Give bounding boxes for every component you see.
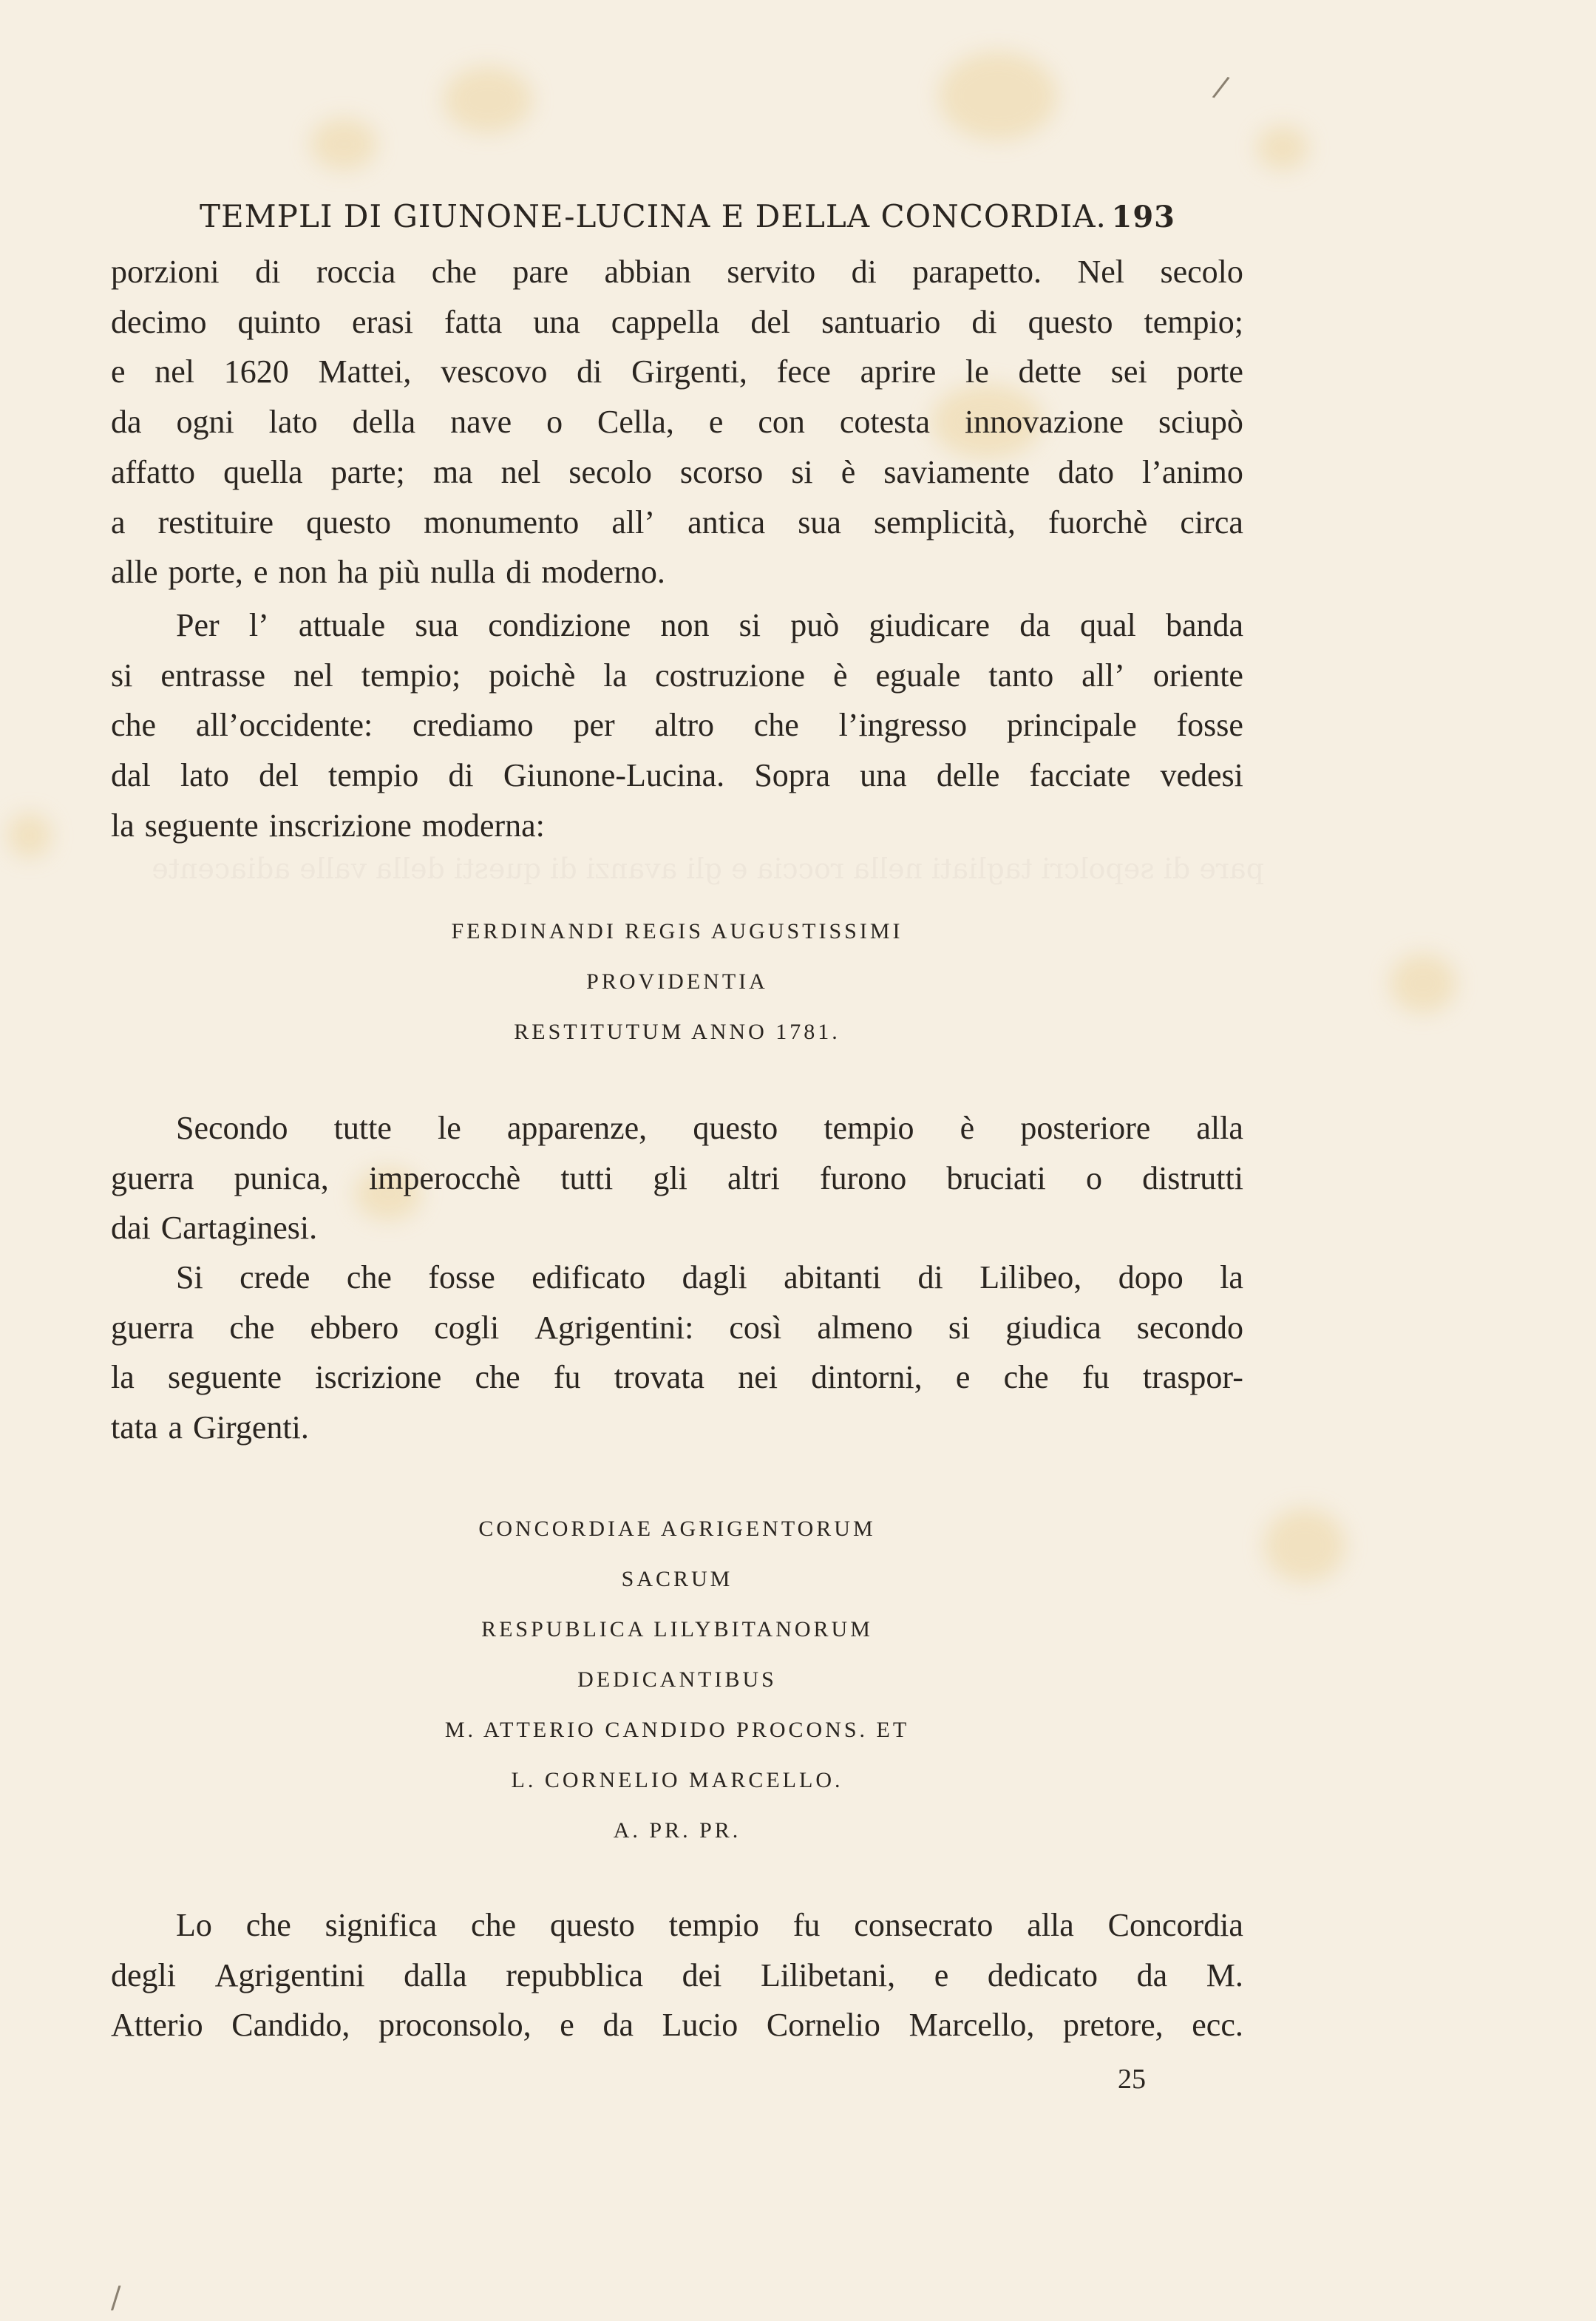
running-header [200,198,1175,234]
text-line: la seguente inscrizione moderna: [111,807,545,844]
paragraph-1 [111,247,1243,597]
text-line: tata a Girgenti. [111,1409,309,1446]
inscription-line: PROVIDENTIA [586,969,768,994]
paragraph-3 [111,1103,1243,1253]
text-line: la seguente iscrizione che fu trovata nei dintorni, e che fu traspor- [111,1359,1243,1396]
text-line: Secondo tutte le apparenze, questo tempio è posteriore alla [176,1110,1243,1146]
text-line: Atterio Candido, proconsolo, e da Lucio Cornelio Marcello, pretore, ecc. [111,2007,1243,2044]
inscription-line: RESTITUTUM ANNO 1781. [514,1020,841,1044]
paragraph-5 [111,1900,1243,2050]
inscription-line: DEDICANTIBUS [577,1667,777,1692]
inscription-line: L. CORNELIO MARCELLO. [511,1768,843,1792]
text-line: da ogni lato della nave o Cella, e con cotesta innovazione sciupò [111,404,1243,441]
header-title: TEMPLI DI GIUNONE-LUCINA E DELLA CONCORDIA. [200,198,1107,234]
paragraph-2 [111,600,1243,851]
pencil-mark: / [111,2281,121,2315]
text-line: guerra punica, imperocchè tutti gli altri furono bruciati o distrutti [111,1159,1243,1196]
paragraph-4 [111,1253,1243,1453]
bleed-through-text: pare di sepolcri tagliati nella roccia e gli avanzi di questi della valle adiacente [152,853,1264,885]
inscription-line: FERDINANDI REGIS AUGUSTISSIMI [451,919,903,943]
text-line: porzioni di roccia che pare abbian servito di parapetto. Nel secolo [111,254,1243,290]
text-line: Per l’ attuale sua condizione non si può giudicare da qual banda [176,607,1243,643]
page-number: 193 [1111,200,1175,234]
text-line: si entrasse nel tempio; poichè la costruzione è eguale tanto all’ oriente [111,657,1243,694]
inscription-line: A. PR. PR. [613,1818,741,1843]
inscription-line: RESPUBLICA LILYBITANORUM [481,1617,873,1641]
inscription-1 [111,907,1243,1057]
pencil-mark: / [1210,70,1232,105]
text-line: dai Cartaginesi. [111,1210,318,1247]
text-line: che all’occidente: crediamo per altro che l’ingresso principale fosse [111,707,1243,744]
text-line: e nel 1620 Mattei, vescovo di Girgenti, fece aprire le dette sei porte [111,353,1243,390]
text-line: decimo quinto erasi fatta una cappella del santuario di questo tempio; [111,303,1243,340]
text-line: Si crede che fosse edificato dagli abitanti di Lilibeo, dopo la [176,1259,1243,1295]
text-line: dal lato del tempio di Giunone-Lucina. Sopra una delle facciate vedesi [111,757,1243,794]
text-line: degli Agrigentini dalla repubblica dei Lilibetani, e dedicato da M. [111,1956,1243,1993]
text-line: affatto quella parte; ma nel secolo scorso si è saviamente dato l’animo [111,453,1243,490]
text-line: a restituire questo monumento all’ antica sua semplicità, fuorchè circa [111,504,1243,541]
inscription-2 [111,1504,1243,1856]
inscription-line: SACRUM [621,1567,733,1591]
inscription-line: CONCORDIAE AGRIGENTORUM [478,1517,876,1541]
text-line: guerra che ebbero cogli Agrigentini: così almeno si giudica secondo [111,1309,1243,1346]
text-line: alle porte, e non ha più nulla di moderno. [111,554,665,591]
inscription-line: M. ATTERIO CANDIDO PROCONS. ET [444,1718,910,1742]
signature-mark: 25 [1118,2064,1146,2095]
text-line: Lo che significa che questo tempio fu consecrato alla Concordia [176,1907,1243,1943]
